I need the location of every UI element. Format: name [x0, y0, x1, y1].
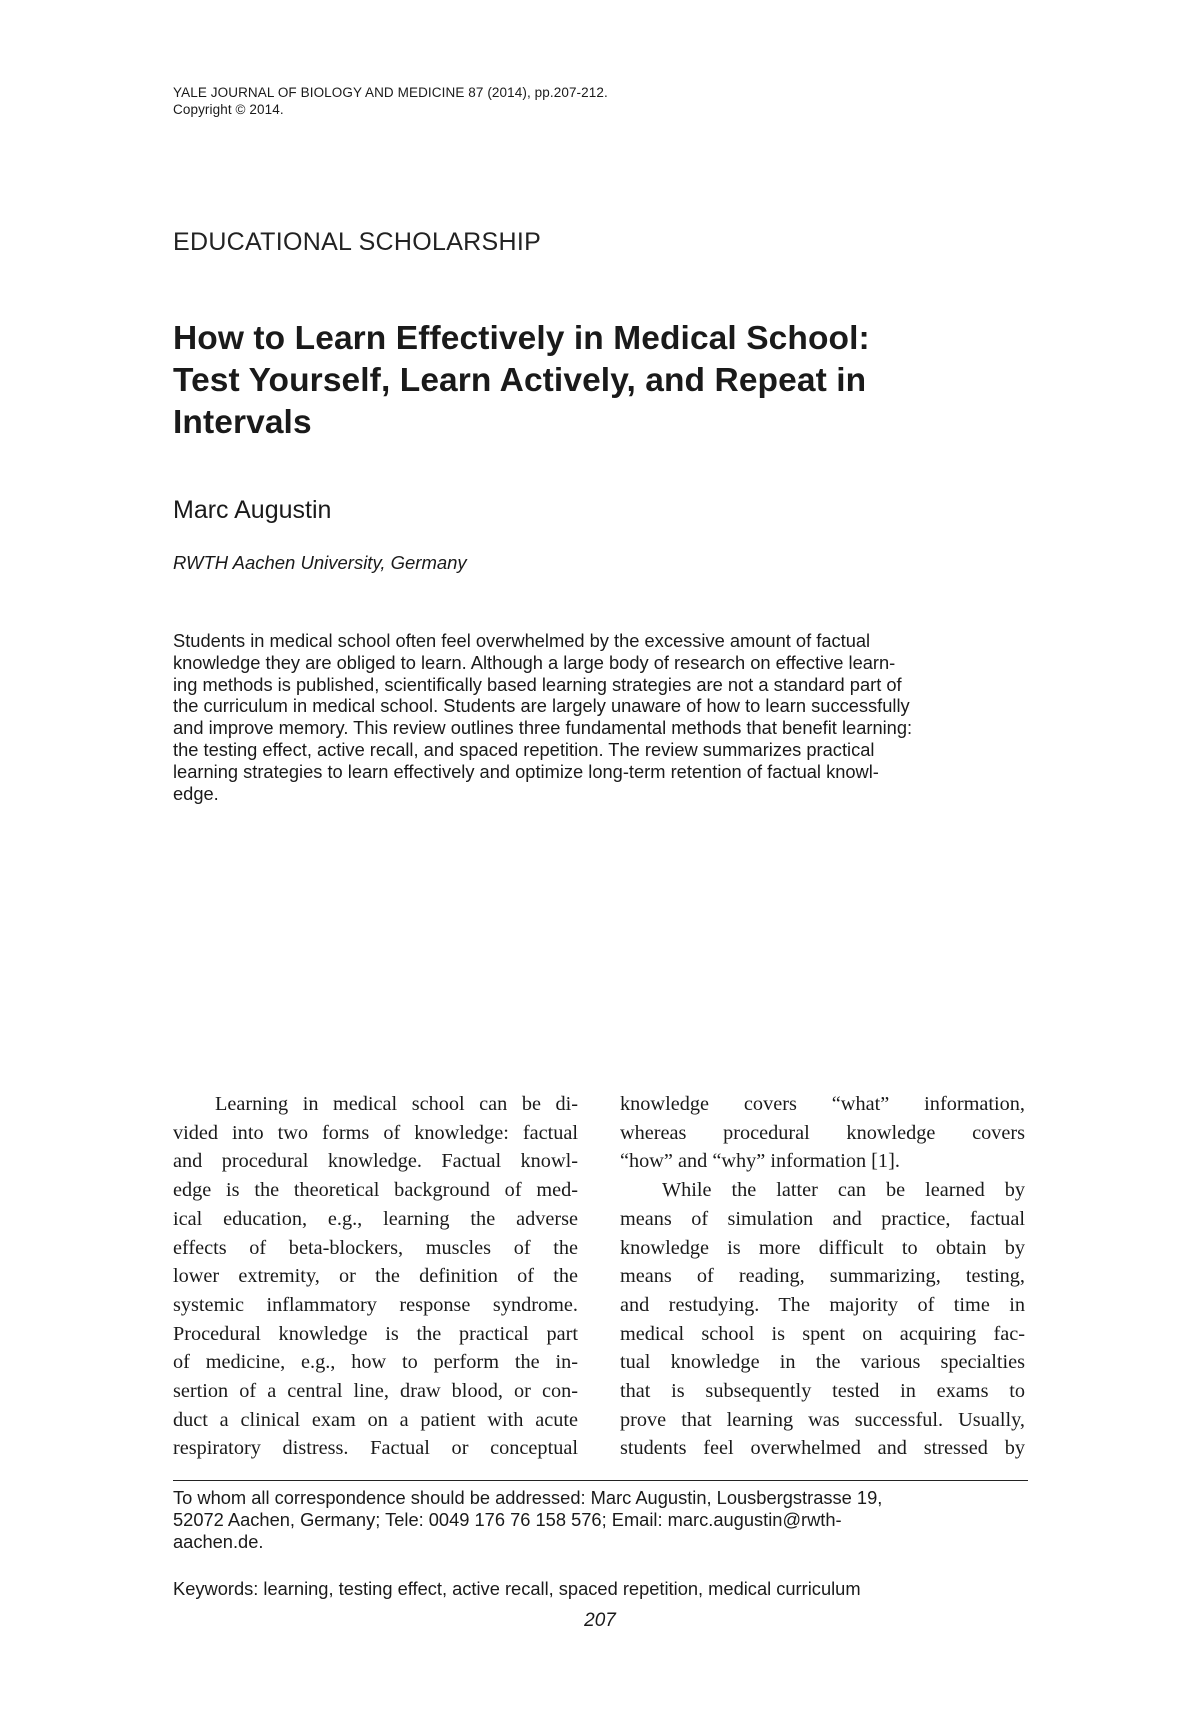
body-line: knowledge covers “what” information,	[620, 1093, 1025, 1115]
body-column-left	[173, 1090, 578, 1463]
body-line: respiratory distress. Factual or conceptual	[173, 1437, 578, 1460]
section-label: EDUCATIONAL SCHOLARSHIP	[173, 228, 542, 256]
abstract-line: the testing effect, active recall, and spaced repetition. The review summarizes practical	[173, 738, 875, 760]
body-line: tual knowledge in the various specialties	[620, 1351, 1025, 1374]
body-line: knowledge is more difficult to obtain by	[620, 1236, 1025, 1259]
body-line: Procedural knowledge is the practical part	[173, 1322, 578, 1345]
correspondence-footnote	[173, 1487, 1028, 1552]
author-affiliation: RWTH Aachen University, Germany	[173, 552, 467, 573]
journal-header	[173, 84, 608, 118]
body-column-right	[620, 1090, 1025, 1463]
author-name: Marc Augustin	[173, 496, 332, 524]
page-number: 207	[584, 1610, 616, 1631]
body-line: and restudying. The majority of time in	[620, 1293, 1025, 1316]
footnote-line: aachen.de.	[173, 1530, 264, 1552]
body-line: duct a clinical exam on a patient with acute	[173, 1408, 578, 1431]
body-line: whereas procedural knowledge covers	[620, 1121, 1025, 1144]
body-line: effects of beta-blockers, muscles of the	[173, 1236, 578, 1259]
body-line: of medicine, e.g., how to perform the in-	[173, 1351, 578, 1374]
body-line: lower extremity, or the definition of the	[173, 1265, 578, 1288]
body-line: vided into two forms of knowledge: factual	[173, 1121, 578, 1144]
body-line: Learning in medical school can be di-	[215, 1093, 578, 1115]
title-line: Test Yourself, Learn Actively, and Repeat in	[173, 362, 867, 399]
body-line: ical education, e.g., learning the adverse	[173, 1207, 578, 1230]
body-line: While the latter can be learned by	[662, 1179, 1025, 1202]
abstract	[173, 630, 1028, 804]
body-line: that is subsequently tested in exams to	[620, 1380, 1025, 1403]
abstract-line: edge.	[173, 782, 219, 804]
copyright-notice: Copyright © 2014.	[173, 102, 284, 117]
title-line: How to Learn Effectively in Medical School:	[173, 320, 870, 357]
title-line: Intervals	[173, 404, 312, 441]
body-line: sertion of a central line, draw blood, or con-	[173, 1380, 578, 1403]
body-line: and procedural knowledge. Factual knowl-	[173, 1150, 578, 1173]
journal-citation: YALE JOURNAL OF BIOLOGY AND MEDICINE 87 (2014), pp.207-212.	[173, 85, 608, 100]
keywords: Keywords: learning, testing effect, active recall, spaced repetition, medical curriculum	[173, 1578, 861, 1599]
body-line: systemic inflammatory response syndrome.	[173, 1293, 578, 1316]
footnote-divider	[173, 1480, 1028, 1481]
footnote-line: 52072 Aachen, Germany; Tele: 0049 176 76 158 576; Email: marc.augustin@rwth-	[173, 1508, 842, 1530]
body-line: students feel overwhelmed and stressed by	[620, 1437, 1025, 1460]
body-line: edge is the theoretical background of med-	[173, 1179, 578, 1202]
body-line: prove that learning was successful. Usually,	[620, 1408, 1025, 1431]
abstract-line: the curriculum in medical school. Students are largely unaware of how to learn successfully	[173, 695, 910, 717]
footnote-line: To whom all correspondence should be addressed: Marc Augustin, Lousbergstrasse 19,	[173, 1487, 883, 1508]
body-line: “how” and “why” information [1].	[620, 1150, 900, 1173]
body-line: means of reading, summarizing, testing,	[620, 1265, 1025, 1288]
article-title	[173, 318, 1013, 444]
body-line: means of simulation and practice, factual	[620, 1207, 1025, 1230]
body-line: medical school is spent on acquiring fac-	[620, 1322, 1025, 1345]
abstract-line: knowledge they are obliged to learn. Although a large body of research on effective learn-	[173, 651, 896, 673]
abstract-line: Students in medical school often feel overwhelmed by the excessive amount of factual	[173, 630, 871, 651]
abstract-line: and improve memory. This review outlines three fundamental methods that benefit learning:	[173, 717, 913, 739]
abstract-line: ing methods is published, scientifically based learning strategies are not a standard part of	[173, 673, 902, 695]
abstract-line: learning strategies to learn effectively and optimize long-term retention of factual knowl-	[173, 760, 879, 782]
